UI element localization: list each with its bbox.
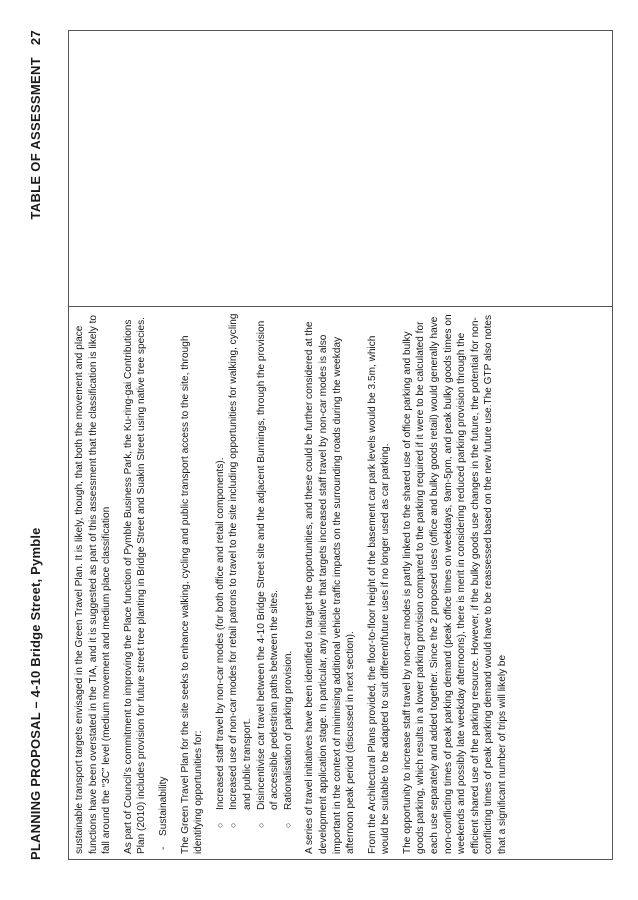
- section-header: [28, 30, 43, 220]
- list-item-text: Rationalisation of parking provision.: [282, 650, 294, 810]
- document-title: PLANNING PROPOSAL – 4-10 Bridge Street, Pymble: [28, 527, 43, 860]
- opportunities-list: [214, 313, 296, 854]
- list-item-text: Increased use of non-car modes for retail patrons to travel to the site including opportunities for walking, cycling and public transport.: [228, 313, 253, 810]
- circle-bullet-icon: ○: [255, 822, 266, 828]
- list-item: [227, 313, 254, 854]
- circle-bullet-icon: ○: [282, 822, 293, 828]
- dash-marker: -: [157, 846, 169, 850]
- paragraph: As part of Council’s commitment to improving the Place function of Pymble Business Park, the Ku-ring-gai Contributions Plan (2010) includes provision for future street tree planting in Bridge Street and Suakin Street using native tree species.: [122, 317, 148, 854]
- circle-bullet-icon: ○: [214, 822, 225, 828]
- paragraph: The opportunity to increase staff travel by non-car modes is partly linked to the shared use of office parking and bulky goods parking, which results in a lower parking provision compared to the parking required if it were to be calculated for each use separately and added together. Since the 2 proposed uses (office and bulky goods retail) would generally have non-conflicting times of peak parking demand (peak office times on weekdays, 9am-5pm, and peak bulky goods times on weekends and possibly late weekday afternoons), there is merit in considering reduced parking provision through the efficient shared use of the parking resource. However, if the bulky goods use changes in the future, the potential for non-conflicting times of peak parking demand would have to be reassessed based on the new future use.The GTP also notes that a significant number of trips will likely be: [401, 314, 509, 854]
- paragraph: From the Architectural Plans provided, the floor-to-floor height of the basement car park levels would be 3.5m, which would be suitable to be adapted to suit different/future uses if no longer used as car parking.: [366, 335, 392, 854]
- sustainability-heading: Sustainability: [157, 776, 169, 836]
- list-item-text: Disincentivise car travel between the 4-10 Bridge Street site and the adjacent Bunnings, through the provision of accessible pedestrian paths between the sites.: [255, 320, 281, 810]
- page-number: 27: [28, 30, 43, 46]
- list-item-text: Increased staff travel by non-car modes (for both office and retail components).: [214, 457, 226, 810]
- comments-column: [69, 31, 612, 306]
- assessment-text-column: [69, 306, 612, 859]
- list-item: [282, 313, 296, 854]
- list-item: [255, 313, 282, 854]
- section-title: TABLE OF ASSESSMENT: [28, 57, 43, 220]
- list-item: [214, 313, 228, 854]
- assessment-table: [68, 30, 613, 860]
- paragraph: A series of travel initiatives have been identified to target the opportunities, and these could be further considered at the development application stage. In particular, any initiative that targets increased staff travel by non-car modes is also important in the context of minimising additional vehicle traffic impacts on the surrounding roads during the weekday afternoon peak period (discussed in next section).: [304, 321, 357, 854]
- paragraph: sustainable transport targets envisaged in the Green Travel Plan. It is likely, though, that both the movement and place functions have been overstated in the TIA, and it is suggested as part of this assessment that the classification is likely to fall around the “3C” level (medium movement and medium place classification: [74, 314, 113, 854]
- page-header: [28, 30, 50, 860]
- circle-bullet-icon: ○: [228, 822, 239, 828]
- paragraph: The Green Travel Plan for the site seeks to enhance walking, cycling and public transport access to the site, through identifying opportunities for:: [179, 335, 205, 854]
- sustainability-heading-row: [157, 313, 171, 854]
